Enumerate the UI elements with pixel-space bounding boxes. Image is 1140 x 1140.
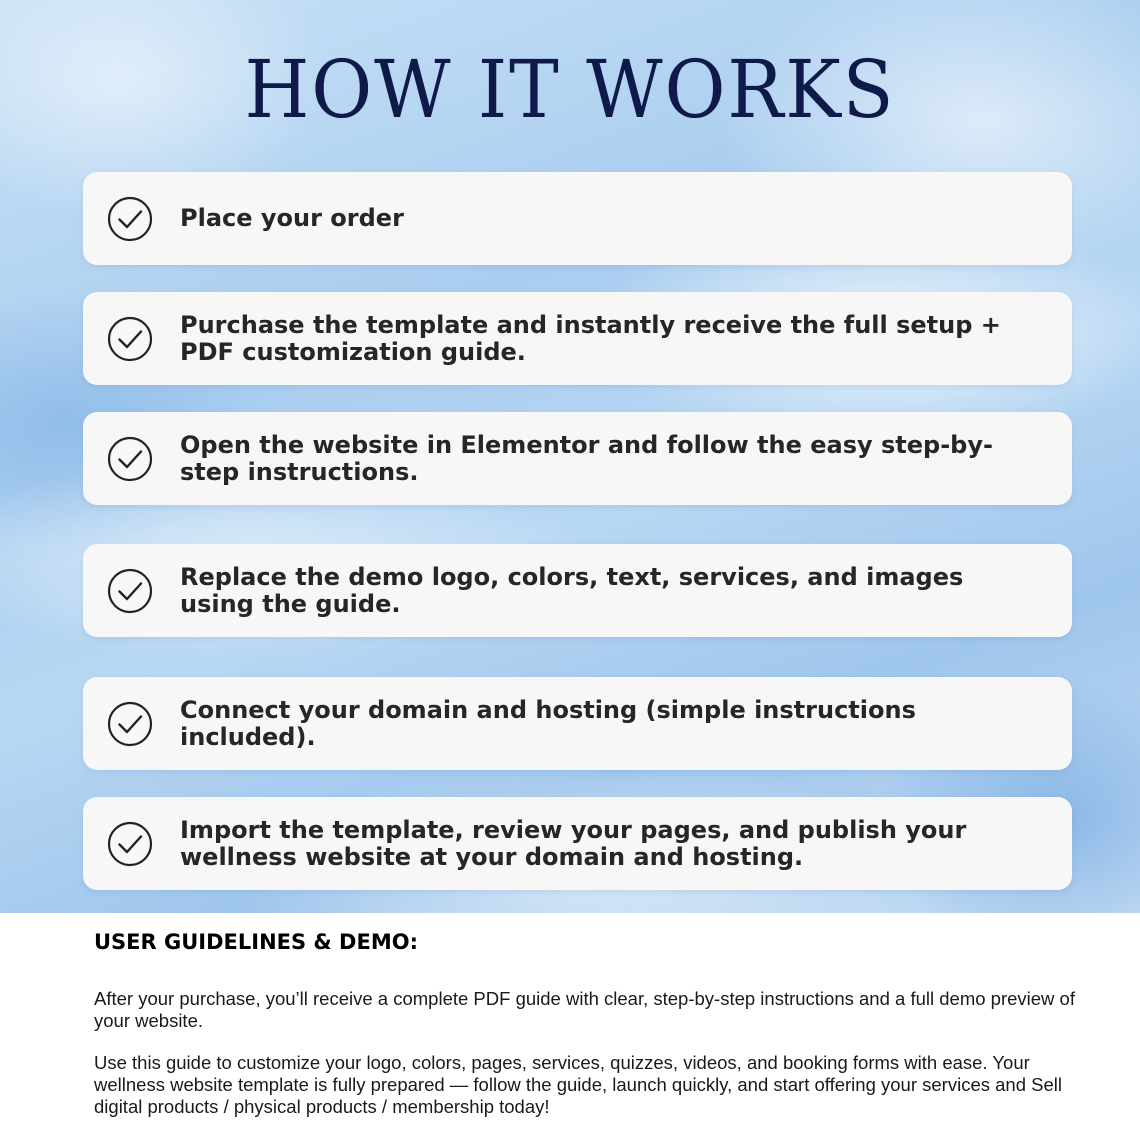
check-circle-icon: [107, 316, 153, 362]
step-card-5: [83, 677, 1072, 770]
check-circle-icon: [107, 196, 153, 242]
step-text: Open the website in Elementor and follow the easy step-by-step instructions.: [180, 430, 993, 486]
guidelines-paragraph-1: After your purchase, you’ll receive a complete PDF guide with clear, step-by-step instructions and a full demo preview of your website.: [94, 988, 1075, 1031]
step-text: Purchase the template and instantly receive the full setup + PDF customization guide.: [180, 310, 1001, 366]
check-circle-icon: [107, 568, 153, 614]
check-circle-icon: [107, 701, 153, 747]
step-card-6: [83, 797, 1072, 890]
step-card-1: [83, 172, 1072, 265]
user-guidelines-section: [94, 928, 1094, 1118]
step-card-4: [83, 544, 1072, 637]
step-text: Replace the demo logo, colors, text, services, and images using the guide.: [180, 562, 964, 618]
page-title: HOW IT WORKS: [244, 43, 896, 136]
guidelines-paragraph-2: Use this guide to customize your logo, colors, pages, services, quizzes, videos, and booking forms with ease. Your wellness website template is fully prepared — follow the guide, launch quickly, and start offering your services and Sell digital products / physical products / membership today!: [94, 1052, 1062, 1117]
step-text: Import the template, review your pages, and publish your wellness website at your domain and hosting.: [180, 815, 967, 871]
check-circle-icon: [107, 821, 153, 867]
check-circle-icon: [107, 436, 153, 482]
step-text: Connect your domain and hosting (simple instructions included).: [180, 695, 916, 751]
step-card-2: [83, 292, 1072, 385]
guidelines-heading: USER GUIDELINES & DEMO:: [94, 930, 418, 954]
step-card-3: [83, 412, 1072, 505]
step-text: Place your order: [180, 204, 404, 232]
